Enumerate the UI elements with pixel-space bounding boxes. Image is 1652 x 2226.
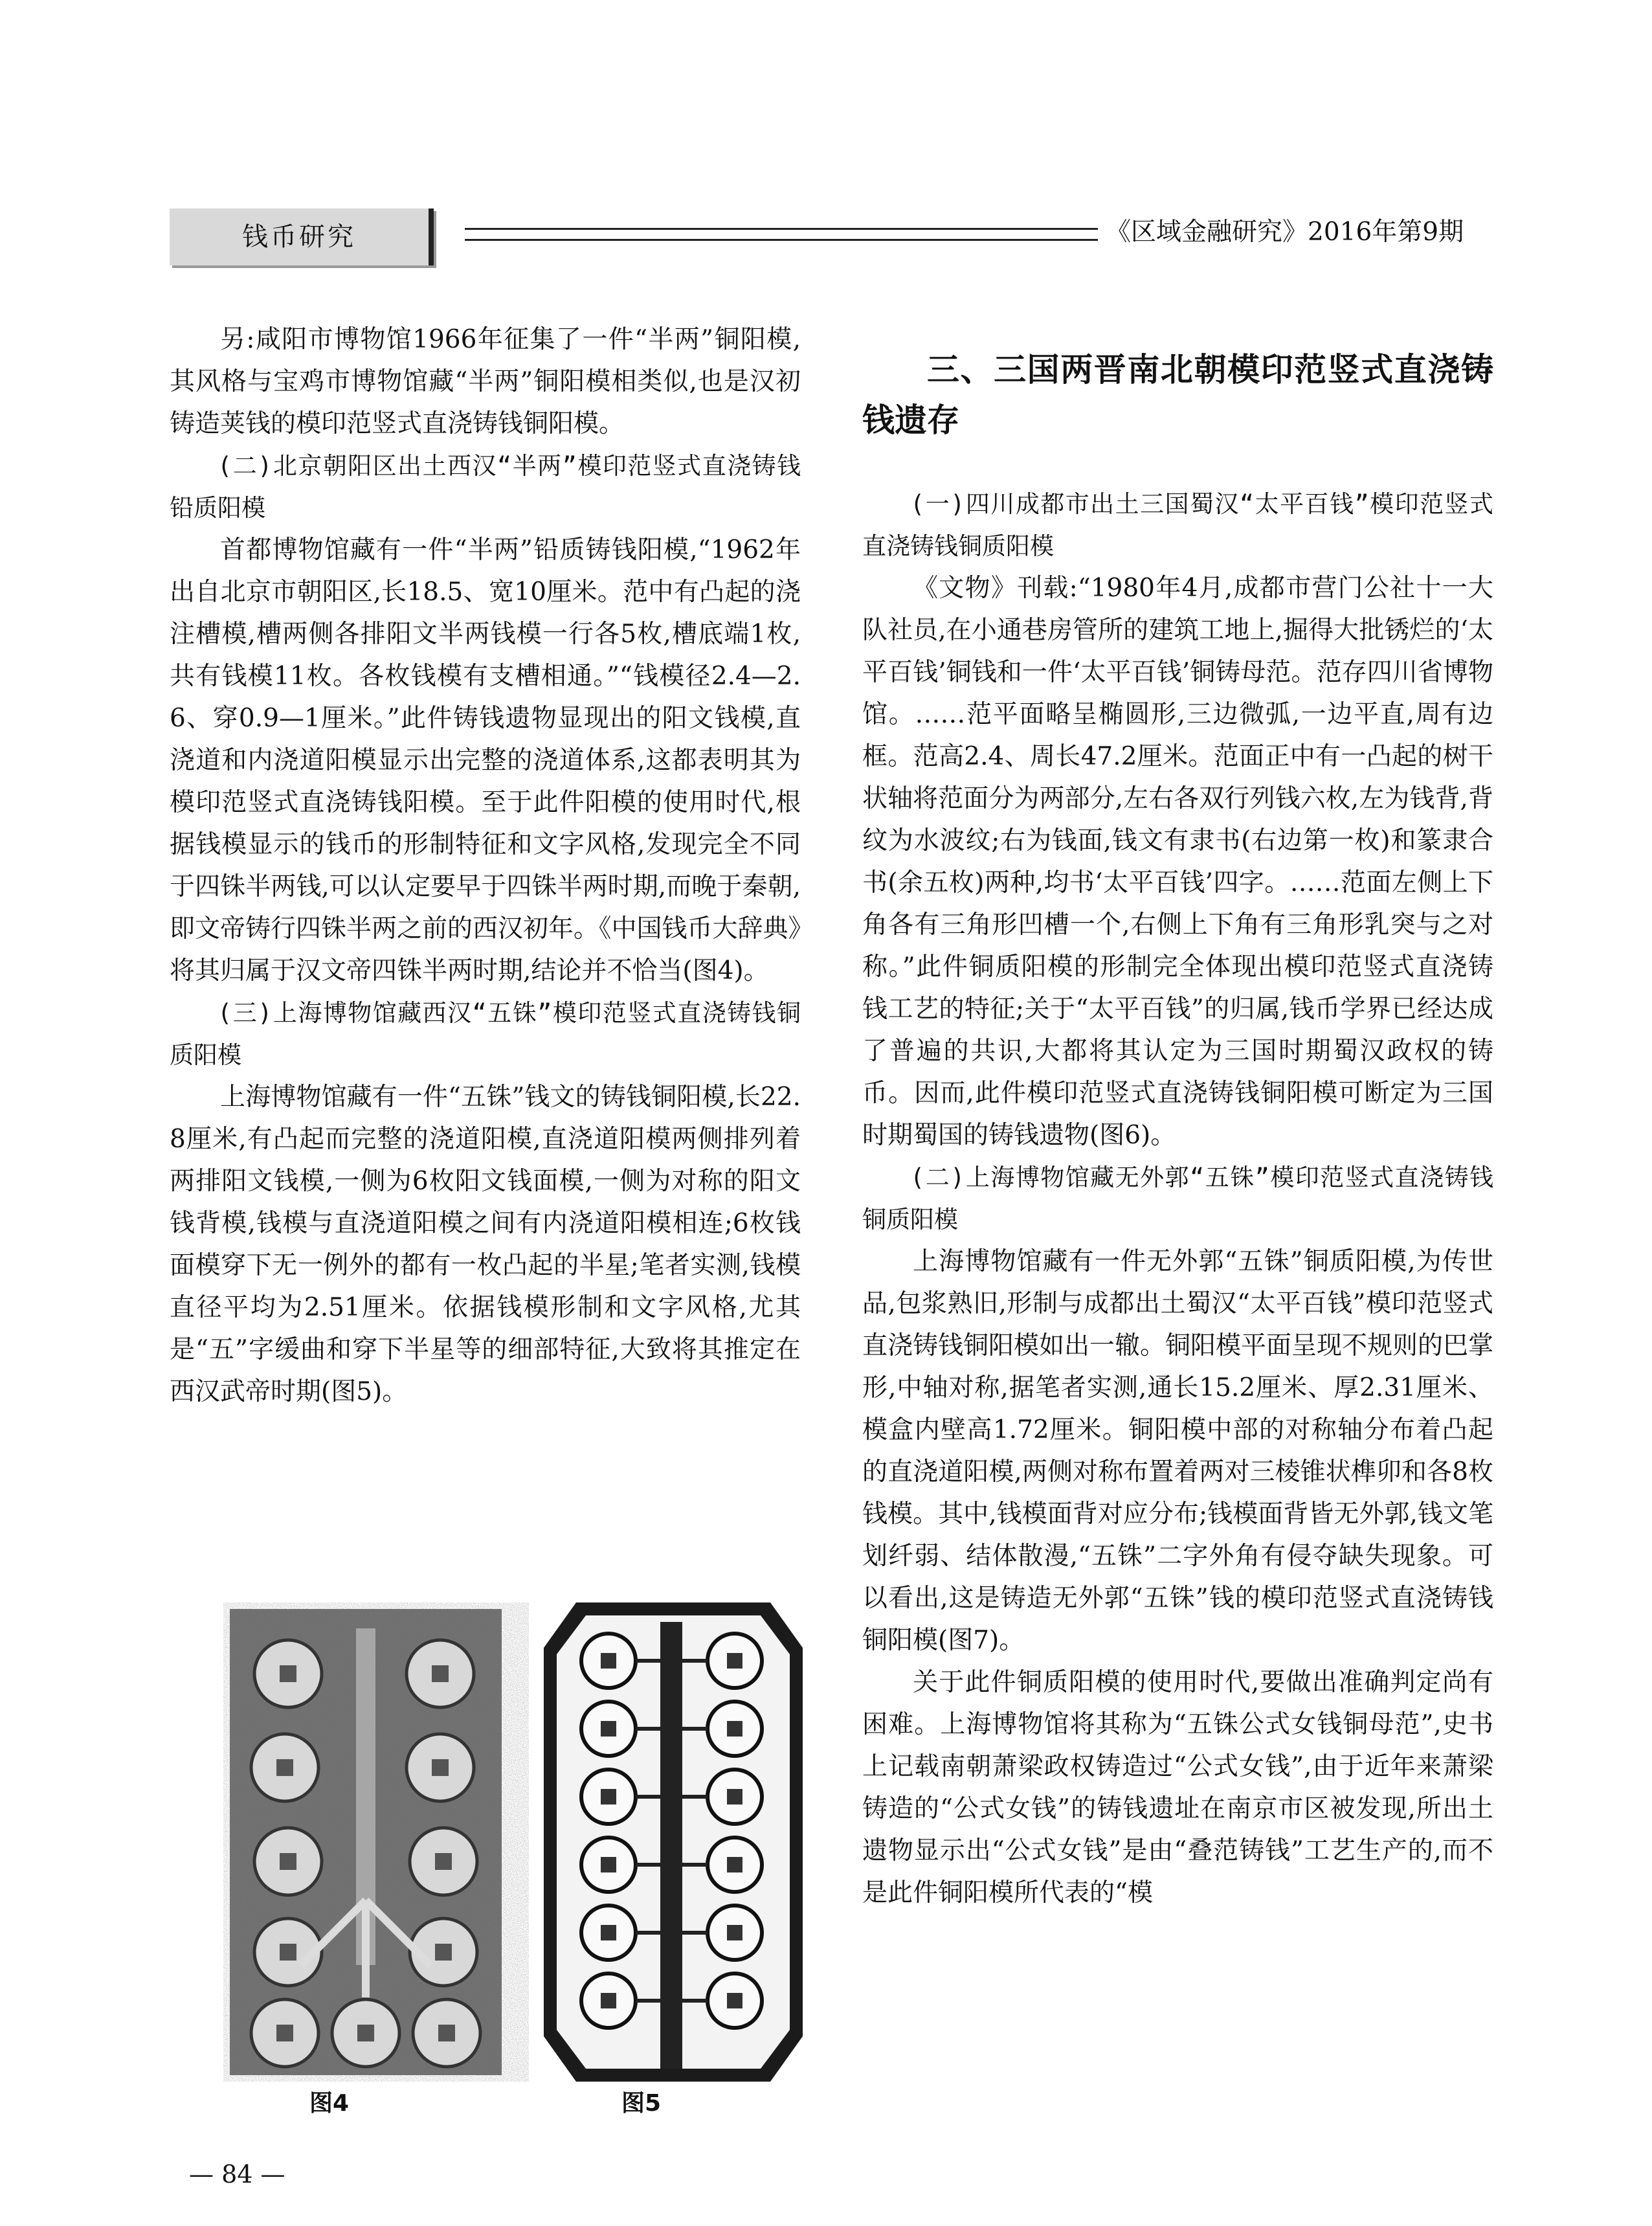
journal-title: 《区域金融研究》2016年第9期 [1106,218,1464,247]
header-rule [465,228,1098,241]
paragraph: 上海博物馆藏有一件“五铢”钱文的铸钱铜阳模,长22.8厘米,有凸起而完整的浇道阳模,直浇道阳模两侧排列着两排阳文钱模,一侧为6枚阳文钱面模,一侧为对称的阳文钱背模,钱模与直浇道阳模之间有内浇道阳模相连;6枚钱面模穿下无一例外的都有一枚凸起的半星;笔者实测,钱模直径平均为2.51厘米。依据钱模形制和文字风格,尤其是“五”字缓曲和穿下半星等的细部特征,大致将其推定在西汉武帝时期(图5)。 [170,1083,801,1406]
paragraph: 《文物》刊载:“1980年4月,成都市营门公社十一大队社员,在小通巷房管所的建筑工地上,掘得大批锈烂的‘太平百钱’铜钱和一件‘太平百钱’铜铸母范。范存四川省博物馆。……范平面略呈椭圆形,三边微弧,一边平直,周有边框。范高2.4、周长47.2厘米。范面正中有一凸起的树干状轴将范面分为两部分,左右各双行列钱六枚,左为钱背,背纹为水波纹;右为钱面,钱文有隶书(右边第一枚)和篆隶合书(余五枚)两种,均书‘太平百钱’四字。……范面左侧上下角各有三角形凹槽一个,右侧上下角有三角形乳突与之对称。”此件铜质阳模的形制完全体现出模印范竖式直浇铸钱工艺的特征;关于“太平百钱”的归属,钱币学界已经达成了普遍的共识,大都将其认定为三国时期蜀汉政权的铸币。因而,此件模印范竖式直浇铸钱铜阳模可断定为三国时期蜀国的铸钱遗物(图6)。 [862,574,1493,1150]
figure-4-caption: 图4 [309,2090,350,2117]
figure-5-caption: 图5 [621,2090,662,2117]
subsection-heading: (二)北京朝阳区出土西汉“半两”模印范竖式直浇铸钱铅质阳模 [170,452,801,522]
paragraph: 上海博物馆藏有一件无外郭“五铢”铜质阳模,为传世品,包浆熟旧,形制与成都出土蜀汉“太平百钱”模印范竖式直浇铸钱铜阳模如出一辙。铜阳模平面呈现不规则的巴掌形,中轴对称,据笔者实测,通长15.2厘米、厚2.31厘米、模盒内壁高1.72厘米。铜阳模中部的对称轴分布着凸起的直浇道阳模,两侧对称布置着两对三棱锥状榫卯和各8枚钱模。其中,钱模面背对应分布;钱模面背皆无外郭,钱文笔划纤弱、结体散漫,“五铢”二字外角有侵夺缺失现象。可以看出,这是铸造无外郭“五铢”钱的模印范竖式直浇铸钱铜阳模(图7)。 [862,1247,1494,1655]
paragraph: 首都博物馆藏有一件“半两”铅质铸钱阳模,“1962年出自北京市朝阳区,长18.5、宽10厘米。范中有凸起的浇注槽模,槽两侧各排阳文半两钱模一行各5枚,槽底端1枚,共有钱模11枚。各枚钱模有支槽相通。”“钱模径2.4—2.6、穿0.9—1厘米。”此件铸钱遗物显现出的阳文钱模,直浇道和内浇道阳模显示出完整的浇道体系,这都表明其为模印范竖式直浇铸钱阳模。至于此件阳模的使用时代,根据钱模显示的钱币的形制特征和文字风格,发现完全不同于四铢半两钱,可以认定要早于四铢半两时期,而晚于秦朝,即文帝铸行四铢半两之前的西汉初年。《中国钱币大辞典》将其归属于汉文帝四铢半两时期,结论并不恰当(图4)。 [170,535,801,985]
figure-5-image [537,1596,809,2088]
section-tab: 钱币研究 [170,208,434,265]
right-column [862,319,1493,1914]
subsection-heading: (一)四川成都市出土三国蜀汉“太平百钱”模印范竖式直浇铸钱铜质阳模 [862,490,1493,560]
paragraph: 关于此件铜质阳模的使用时代,要做出准确判定尚有困难。上海博物馆将其称为“五铢公式女钱铜母范”,史书上记载南朝萧梁政权铸造过“公式女钱”,由于近年来萧梁铸造的“公式女钱”的铸钱遗址在南京市区被发现,所出土遗物显示出“公式女钱”是由“叠范铸钱”工艺生产的,而不是此件铜阳模所代表的“模 [862,1668,1493,1907]
paragraph: 另:咸阳市博物馆1966年征集了一件“半两”铜阳模,其风格与宝鸡市博物馆藏“半两”铜阳模相类似,也是汉初铸造荚钱的模印范竖式直浇铸钱铜阳模。 [170,325,801,438]
left-column [170,319,801,1413]
subsection-heading: (三)上海博物馆藏西汉“五铢”模印范竖式直浇铸钱铜质阳模 [170,999,801,1069]
section-title: 三、三国两晋南北朝模印范竖式直浇铸钱遗存 [862,351,1493,439]
subsection-heading: (二)上海博物馆藏无外郭“五铢”模印范竖式直浇铸钱铜质阳模 [862,1164,1493,1233]
page-number: — 84 — [189,2160,285,2188]
